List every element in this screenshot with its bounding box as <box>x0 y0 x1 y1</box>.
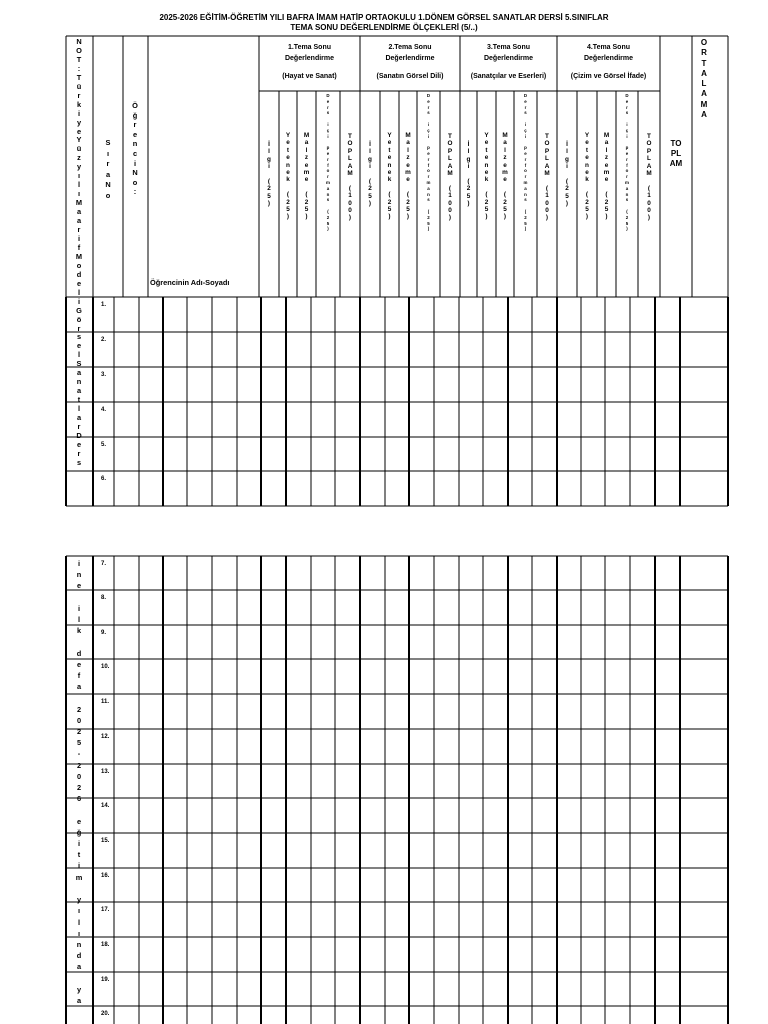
ogrenci-no-header: Ö ğ r e n c i N o : <box>132 101 138 197</box>
theme-2-title: 2.Tema Sonu <box>388 44 432 51</box>
row-number: 16. <box>101 873 110 879</box>
row-number: 4. <box>101 407 107 413</box>
note-vertical-text-part2: i n e i l k d e f a 2 0 2 5 - 2 0 2 6 e ğ i t i m y ı l ı n d a y a <box>75 559 83 1005</box>
row-number: 18. <box>101 942 110 948</box>
theme-1-subtitle: Değerlendirme <box>284 55 335 62</box>
theme-2-topic: (Sanatın Görsel Dili) <box>376 73 444 80</box>
row-number: 9. <box>101 630 107 636</box>
row-number: 15. <box>101 838 110 844</box>
theme-1-criterion-3: M a l z e m e ( 2 5 ) <box>303 132 310 221</box>
theme-2-criterion-3: M a l z e m e ( 2 5 ) <box>405 132 411 221</box>
theme-3-topic: (Sanatçılar ve Eserleri) <box>470 73 547 80</box>
row-number: 2. <box>101 337 107 343</box>
row-number: 8. <box>101 595 107 601</box>
row-number: 3. <box>101 372 107 378</box>
row-number: 7. <box>101 561 107 567</box>
row-number: 10. <box>101 664 110 670</box>
theme-4-criterion-2: Y e t e n e k ( 2 5 ) <box>584 132 590 221</box>
row-number: 19. <box>101 977 110 983</box>
theme-4-criterion-5: T O P L A M ( 1 0 0 ) <box>646 133 652 222</box>
row-number: 13. <box>101 769 110 775</box>
theme-3-subtitle: Değerlendirme <box>483 55 534 62</box>
theme-4-title: 4.Tema Sonu <box>586 44 631 51</box>
theme-2-criterion-1: İ l g i ( 2 5 ) <box>368 141 372 208</box>
theme-1-criterion-1: İ l g i ( 2 5 ) <box>267 141 271 208</box>
row-number: 17. <box>101 907 110 913</box>
theme-2-subtitle: Değerlendirme <box>385 55 435 62</box>
theme-2-criterion-2: Y e t e n e k ( 2 5 ) <box>387 132 392 221</box>
theme-4-criterion-3: M a l z e m e ( 2 5 ) <box>603 132 610 221</box>
theme-3-criterion-3: M a l z e m e ( 2 5 ) <box>502 132 508 221</box>
ortalama-header: O R T A L A M A <box>700 38 708 120</box>
note-vertical-text-part1: N O T : T ü r k i y e Y ü z y ı l ı M a a r i f M o d e l i G ö r s e l S a n a t l a r D e r s <box>75 37 83 467</box>
toplam-header: TO PL AM <box>669 139 683 168</box>
theme-2-criterion-5: T O P L A M ( 1 0 0 ) <box>447 133 453 222</box>
theme-3-title: 3.Tema Sonu <box>486 44 531 51</box>
row-number: 1. <box>101 302 107 308</box>
theme-4-topic: (Çizim ve Görsel İfade) <box>570 73 647 80</box>
theme-1-criterion-2: Y e t e n e k ( 2 5 ) <box>285 132 291 221</box>
theme-3-criterion-5: T O P L A M ( 1 0 0 ) <box>544 133 550 222</box>
theme-4-criterion-4: D e r s i ç i p e r f o r m a n s ( 2 5 ) <box>625 93 629 232</box>
row-number: 12. <box>101 734 110 740</box>
row-number: 20. <box>101 1011 110 1017</box>
theme-3-criterion-4: D e r s i ç i p e r f o r m a n s ( 2 5 ) <box>523 93 528 232</box>
theme-1-criterion-4: D e r s i ç i p e r f o r m a n s ( 2 5 ) <box>326 93 330 232</box>
theme-4-subtitle: Değerlendirme <box>583 55 634 62</box>
row-number: 5. <box>101 442 107 448</box>
title-line-2: TEMA SONU DEĞERLENDİRME ÖLÇEKLERİ (5/..) <box>290 23 478 32</box>
theme-3-criterion-2: Y e t e n e k ( 2 5 ) <box>484 132 489 221</box>
theme-1-criterion-5: T O P L A M ( 1 0 0 ) <box>347 133 353 222</box>
theme-2-criterion-4: D e r s i ç i p e r f o r m a n s ( 2 5 ) <box>426 93 431 232</box>
row-number: 11. <box>101 699 110 705</box>
student-name-header: Öğrencinin Adı-Soyadı <box>150 278 230 287</box>
theme-1-title: 1.Tema Sonu <box>287 44 332 51</box>
row-number: 6. <box>101 476 107 482</box>
title-line-1: 2025-2026 EĞİTİM-ÖĞRETİM YILI BAFRA İMAM HATİP ORTAOKULU 1.DÖNEM GÖRSEL SANATLAR DERSİ 5.SINIFLAR <box>159 13 609 22</box>
theme-4-criterion-1: İ l g i ( 2 5 ) <box>565 141 569 208</box>
theme-1-topic: (Hayat ve Sanat) <box>282 73 337 80</box>
row-number: 14. <box>101 803 110 809</box>
sira-no-header: S ı r a N o <box>105 138 111 200</box>
theme-3-criterion-1: İ l g i ( 2 5 ) <box>466 141 471 208</box>
